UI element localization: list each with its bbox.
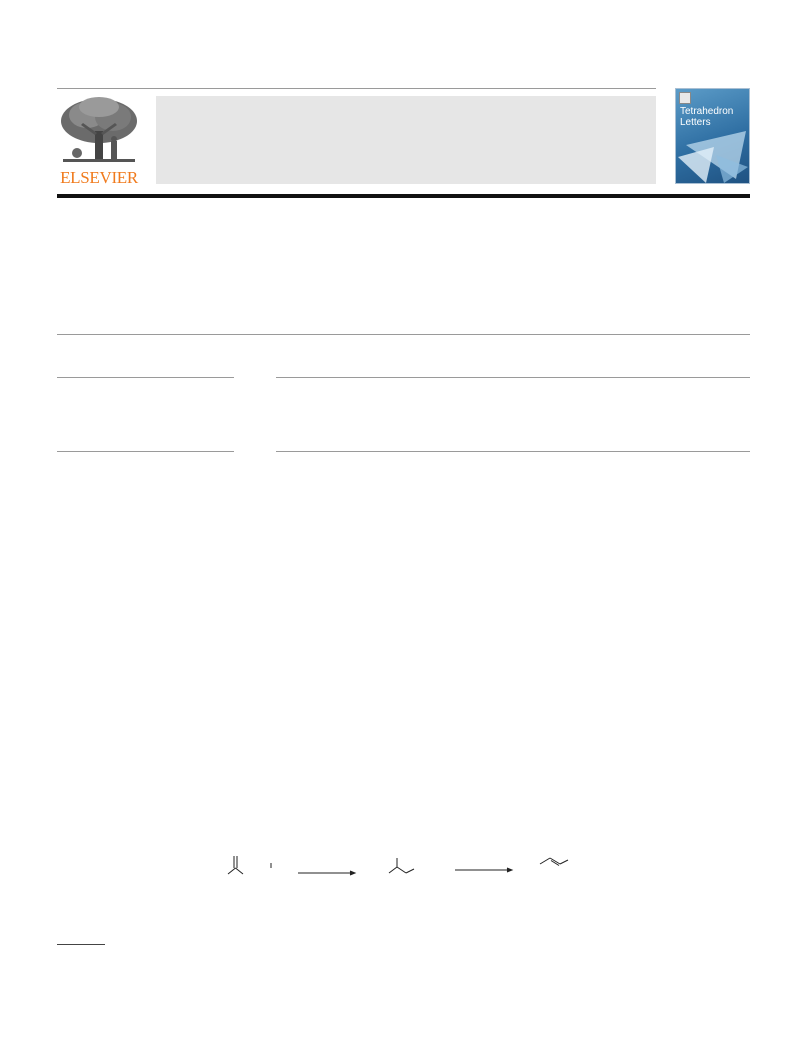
cover-title-line2: Letters bbox=[680, 117, 711, 128]
intermediate-structure bbox=[389, 858, 414, 873]
reaction-scheme bbox=[220, 848, 580, 888]
article-info-bottom-rule bbox=[57, 451, 234, 452]
header-thick-rule bbox=[57, 194, 750, 198]
reaction-arrow-2 bbox=[455, 868, 512, 872]
publisher-name: ELSEVIER bbox=[60, 168, 138, 187]
cover-badge-icon bbox=[679, 92, 691, 104]
abstract-bottom-rule bbox=[276, 451, 750, 452]
product-structure bbox=[540, 858, 568, 866]
journal-header-band bbox=[156, 96, 656, 184]
header-top-rule bbox=[57, 88, 656, 89]
reactant-structure bbox=[228, 856, 243, 874]
cover-triangle-art-icon bbox=[676, 127, 750, 184]
cover-title-line1: Tetrahedron bbox=[680, 106, 734, 117]
publisher-logo[interactable] bbox=[57, 95, 141, 187]
cover-title bbox=[680, 106, 750, 128]
title-section-rule bbox=[57, 334, 750, 335]
footnote-rule bbox=[57, 944, 105, 945]
journal-cover[interactable] bbox=[675, 88, 750, 184]
article-info-top-rule bbox=[57, 377, 234, 378]
elsevier-tree-icon bbox=[57, 95, 141, 167]
reaction-arrow-1 bbox=[298, 871, 355, 875]
abstract-top-rule bbox=[276, 377, 750, 378]
